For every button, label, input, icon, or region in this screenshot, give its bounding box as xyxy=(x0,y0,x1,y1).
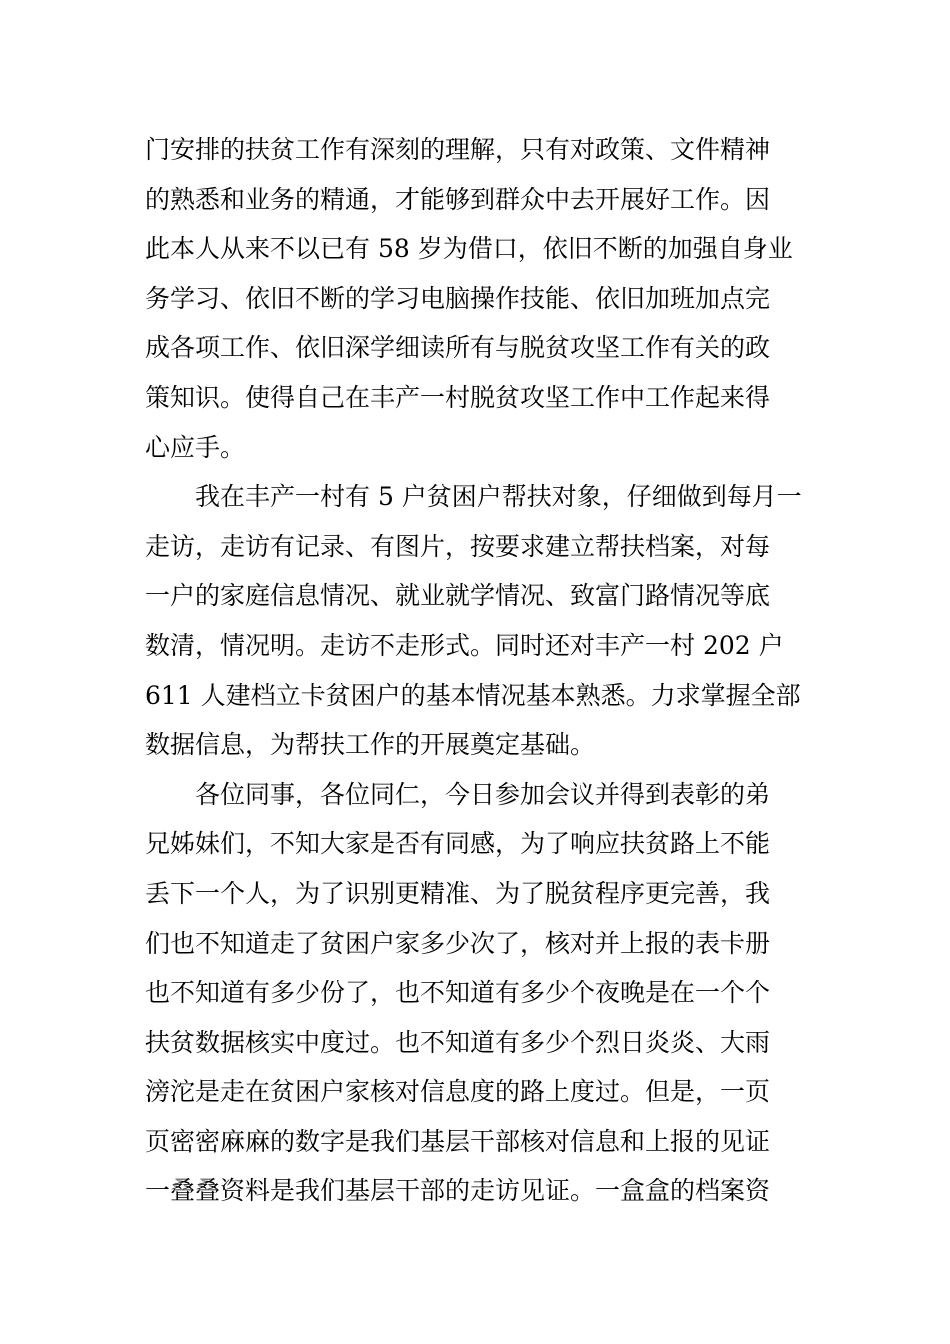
text-line: 一叠叠资料是我们基层干部的走访见证。一盒盒的档案资 xyxy=(145,1176,771,1206)
text-line: 心应手。 xyxy=(145,432,246,462)
text-line: 扶贫数据核实中度过。也不知道有多少个烈日炎炎、大雨 xyxy=(145,1027,771,1057)
text-line: 611 人建档立卡贫困户的基本情况基本熟悉。力求掌握全部 xyxy=(145,680,801,710)
text-line: 们也不知道走了贫困户家多少次了，核对并上报的表卡册 xyxy=(145,928,771,958)
text-line: 策知识。使得自己在丰产一村脱贫攻坚工作中工作起来得 xyxy=(145,382,771,412)
text-line: 我在丰产一村有 5 户贫困户帮扶对象，仔细做到每月一 xyxy=(195,482,802,512)
text-line: 门安排的扶贫工作有深刻的理解，只有对政策、文件精神 xyxy=(145,135,771,164)
text-line: 的熟悉和业务的精通，才能够到群众中去开展好工作。因 xyxy=(145,184,771,214)
text-line: 一户的家庭信息情况、就业就学情况、致富门路情况等底 xyxy=(145,581,771,611)
text-line: 走访，走访有记录、有图片，按要求建立帮扶档案，对每 xyxy=(145,531,771,561)
document-body xyxy=(145,125,805,1216)
text-line: 也不知道有多少份了，也不知道有多少个夜晚是在一个个 xyxy=(145,978,771,1008)
text-line: 丢下一个人，为了识别更精准、为了脱贫程序更完善，我 xyxy=(145,878,771,908)
text-line: 页密密麻麻的数字是我们基层干部核对信息和上报的见证 xyxy=(145,1126,771,1156)
text-line: 数清，情况明。走访不走形式。同时还对丰产一村 202 户 xyxy=(145,630,784,660)
text-line: 兄姊妹们，不知大家是否有同感，为了响应扶贫路上不能 xyxy=(145,829,771,859)
text-line: 务学习、依旧不断的学习电脑操作技能、依旧加班加点完 xyxy=(145,283,771,313)
text-line: 数据信息，为帮扶工作的开展奠定基础。 xyxy=(145,730,596,760)
text-line: 成各项工作、依旧深学细读所有与脱贫攻坚工作有关的政 xyxy=(145,333,771,363)
text-line: 滂沱是走在贫困户家核对信息度的路上度过。但是，一页 xyxy=(145,1077,771,1107)
text-line: 各位同事，各位同仁，今日参加会议并得到表彰的弟 xyxy=(195,779,771,809)
text-line: 此本人从来不以已有 58 岁为借口，依旧不断的加强自身业 xyxy=(145,234,793,264)
